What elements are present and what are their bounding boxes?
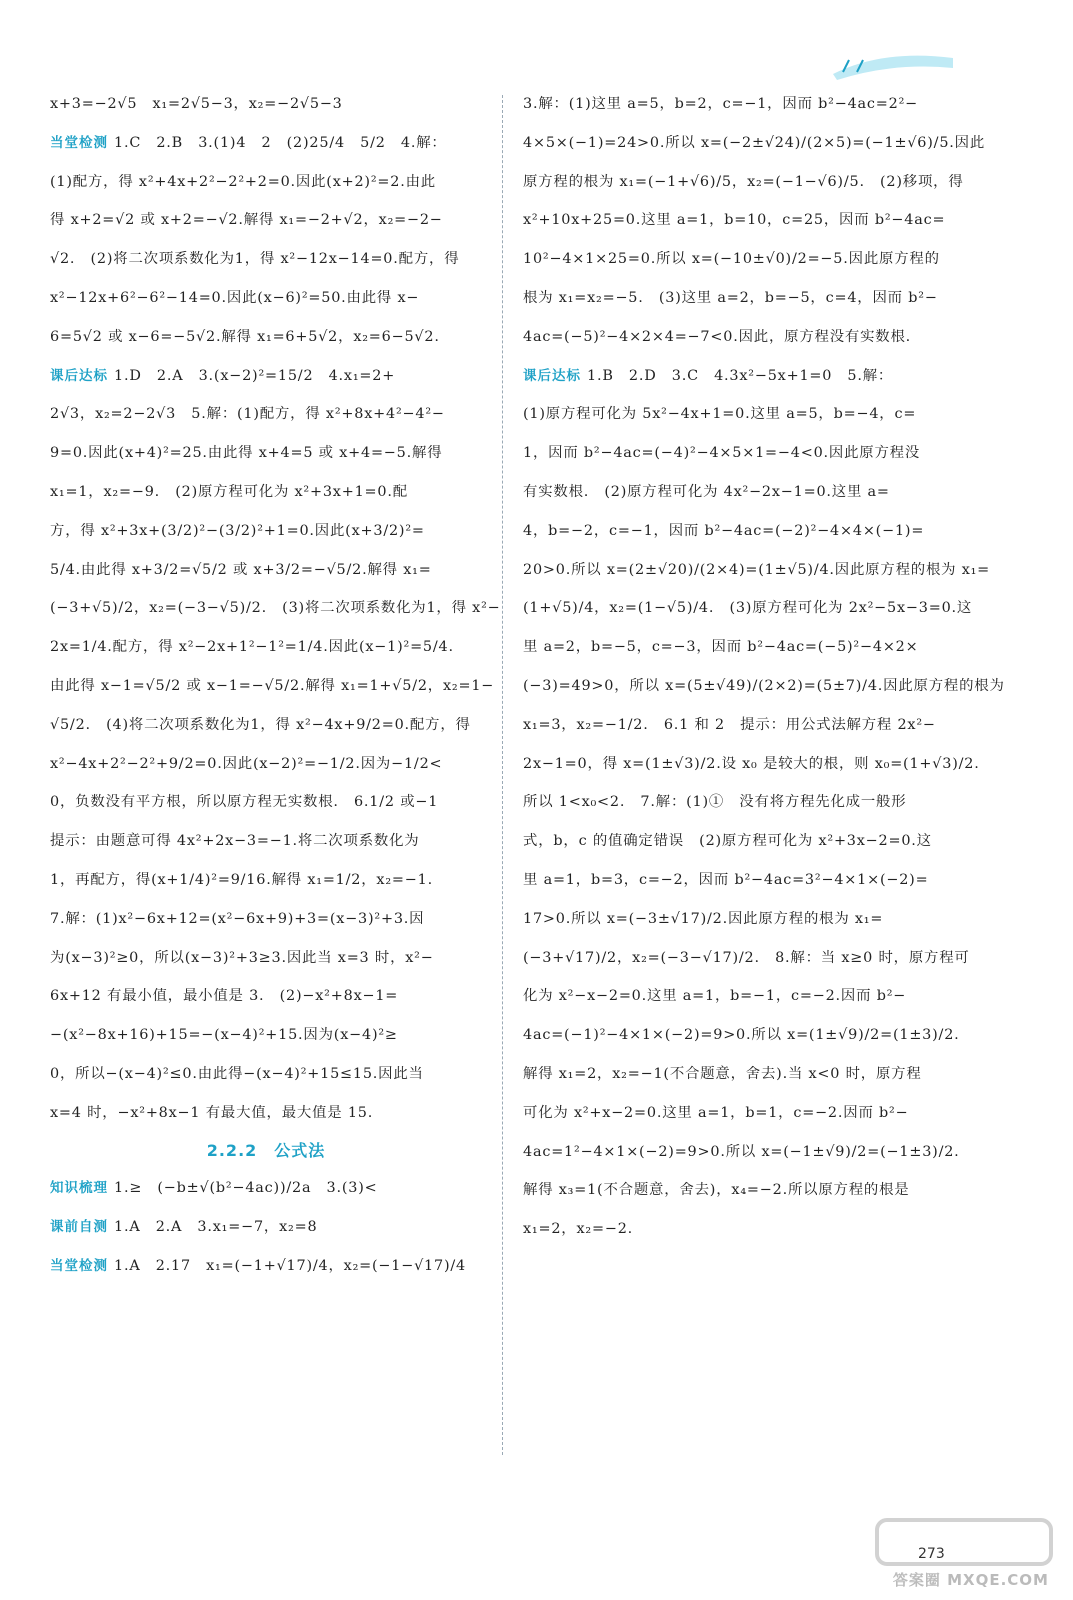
- text-line: 解得 x₁=2，x₂=−1(不合题意，舍去).当 x<0 时，原方程: [523, 1065, 922, 1082]
- text-line: 2√3，x₂=2−2√3 5.解：(1)配方，得 x²+8x+4²−4²−: [50, 406, 445, 423]
- left-lines: [50, 96, 501, 1122]
- text-line: 2x−1=0，得 x=(1±√3)/2.设 x₀ 是较大的根，则 x₀=(1+√3)/2.: [523, 755, 980, 772]
- text-line: −(x²−8x+16)+15=−(x−4)²+15.因为(x−4)²≥: [50, 1027, 398, 1044]
- text-line: 4ac=1²−4×1×(−2)=9>0.所以 x=(−1±√9)/2=(−1±3)/2.: [523, 1143, 960, 1160]
- watermark-text: 答案圈 MXQE.COM: [892, 1571, 1049, 1589]
- section-tag: 当堂检测: [50, 134, 108, 151]
- text-line: 0，负数没有平方根，所以原方程无实数根. 6.1/2 或−1: [50, 794, 439, 811]
- text-line: 4，b=−2，c=−1，因而 b²−4ac=(−2)²−4×4×(−1)=: [523, 522, 925, 539]
- text-line: 6=5√2 或 x−6=−5√2.解得 x₁=6+5√2，x₂=6−5√2.: [50, 328, 440, 345]
- text-line: 有实数根. (2)原方程可化为 4x²−2x−1=0.这里 a=: [523, 483, 890, 500]
- section-tag: 当堂检测: [50, 1257, 108, 1274]
- section-tag: 课后达标: [50, 367, 108, 384]
- text-line: [523, 368, 955, 385]
- text-line: x²−4x+2²−2²+9/2=0.因此(x−2)²=−1/2.因为−1/2<: [50, 755, 443, 772]
- right-lines: [523, 96, 1005, 1238]
- text-line: 17>0.所以 x=(−3±√17)/2.因此原方程的根为 x₁=: [523, 910, 884, 927]
- text-line: 可化为 x²+x−2=0.这里 a=1，b=1，c=−2.因而 b²−: [523, 1104, 909, 1121]
- text-line: (−3)=49>0，所以 x=(5±√49)/(2×2)=(5±7)/4.因此原方程的根为: [523, 677, 1005, 694]
- text-line: 5/4.由此得 x+3/2=√5/2 或 x+3/2=−√5/2.解得 x₁=: [50, 561, 432, 578]
- text-line: √5/2. (4)将二次项系数化为1，得 x²−4x+9/2=0.配方，得: [50, 716, 471, 733]
- text-line: x²+10x+25=0.这里 a=1，b=10，c=25，因而 b²−4ac=: [523, 212, 946, 229]
- text-line: [50, 368, 482, 385]
- text-line: 4ac=(−1)²−4×1×(−2)=9>0.所以 x=(1±√9)/2=(1±3)/2.: [523, 1027, 960, 1044]
- text-line: √2. (2)将二次项系数化为1，得 x²−12x−14=0.配方，得: [50, 251, 460, 268]
- text-line: 里 a=2，b=−5，c=−3，因而 b²−4ac=(−5)²−4×2×: [523, 639, 919, 656]
- section-title: 2.2.2 公式法: [206, 1140, 326, 1160]
- section-tag: 课前自测: [50, 1219, 108, 1236]
- answer-text: 1.A 2.A 3.x₁=−7，x₂=8: [114, 1219, 318, 1236]
- text-line: 化为 x²−x−2=0.这里 a=1，b=−1，c=−2.因而 b²−: [523, 988, 907, 1005]
- text-line: 为(x−3)²≥0，所以(x−3)²+3≥3.因此当 x=3 时，x²−: [50, 949, 434, 966]
- text-line: (−3+√17)/2，x₂=(−3−√17)/2. 8.解：当 x≥0 时，原方程可: [523, 949, 970, 966]
- text-line: x₁=2，x₂=−2.: [523, 1221, 634, 1238]
- answer-text: 1.B 2.D 3.C 4.3x²−5x+1=0 5.解：: [587, 367, 894, 384]
- text-line: 7.解：(1)x²−6x+12=(x²−6x+9)+3=(x−3)²+3.因: [50, 910, 425, 927]
- answer-text: 1.≥ (−b±√(b²−4ac))/2a 3.(3)<: [114, 1180, 378, 1197]
- text-line: 3.解：(1)这里 a=5，b=2，c=−1，因而 b²−4ac=2²−: [523, 96, 919, 112]
- text-line: 解得 x₃=1(不合题意，舍去)，x₄=−2.所以原方程的根是: [523, 1182, 910, 1199]
- text-line: 2x=1/4.配方，得 x²−2x+1²−1²=1/4.因此(x−1)²=5/4.: [50, 639, 454, 656]
- page-number: 273: [918, 1546, 945, 1562]
- text-line: 0，所以−(x−4)²≤0.由此得−(x−4)²+15≤15.因此当: [50, 1065, 424, 1082]
- text-line: 10²−4×1×25=0.所以 x=(−10±√0)/2=−5.因此原方程的: [523, 251, 940, 268]
- section-tag: 课后达标: [523, 367, 581, 384]
- text-line: 6x+12 有最小值，最小值是 3. (2)−x²+8x−1=: [50, 988, 399, 1005]
- text-line: 4ac=(−5)²−4×2×4=−7<0.因此，原方程没有实数根.: [523, 328, 912, 345]
- text-line: x²−12x+6²−6²−14=0.因此(x−6)²=50.由此得 x−: [50, 289, 420, 306]
- text-line: 所以 1<x₀<2. 7.解：(1)① 没有将方程先化成一般形: [523, 794, 907, 811]
- text-line: 9=0.因此(x+4)²=25.由此得 x+4=5 或 x+4=−5.解得: [50, 445, 443, 462]
- text-line: (1+√5)/4，x₂=(1−√5)/4. (3)原方程可化为 2x²−5x−3=0.这: [523, 600, 973, 617]
- corner-decoration: [823, 44, 963, 84]
- text-line: x=4 时，−x²+8x−1 有最大值，最大值是 15.: [50, 1104, 374, 1121]
- text-line: 提示：由题意可得 4x²+2x−3=−1.将二次项系数化为: [50, 833, 420, 850]
- text-line: x₁=1，x₂=−9. (2)原方程可化为 x²+3x+1=0.配: [50, 483, 408, 500]
- text-line: 20>0.所以 x=(2±√20)/(2×4)=(1±√5)/4.因此原方程的根为 x₁=: [523, 561, 991, 578]
- text-line: 里 a=1，b=3，c=−2，因而 b²−4ac=3²−4×1×(−2)=: [523, 871, 929, 888]
- answer-text: 1.A 2.17 x₁=(−1+√17)/4，x₂=(−1−√17)/4: [114, 1257, 466, 1274]
- text-line: (−3+√5)/2，x₂=(−3−√5)/2. (3)将二次项系数化为1，得 x²−: [50, 600, 501, 617]
- text-line: 由此得 x−1=√5/2 或 x−1=−√5/2.解得 x₁=1+√5/2，x₂=1−: [50, 677, 495, 694]
- text-line: 式，b，c 的值确定错误 (2)原方程可化为 x²+3x−2=0.这: [523, 833, 932, 850]
- text-line: x₁=3，x₂=−1/2. 6.1 和 2 提示：用公式法解方程 2x²−: [523, 716, 936, 733]
- text-line: 得 x+2=√2 或 x+2=−√2.解得 x₁=−2+√2，x₂=−2−: [50, 212, 443, 229]
- text-line: 原方程的根为 x₁=(−1+√6)/5，x₂=(−1−√6)/5. (2)移项，得: [523, 173, 964, 190]
- text-line: [50, 135, 482, 152]
- text-line: 1，再配方，得(x+1/4)²=9/16.解得 x₁=1/2，x₂=−1.: [50, 871, 433, 888]
- section-tag: 知识梳理: [50, 1180, 108, 1197]
- text-line: [50, 1219, 482, 1236]
- text-line: [50, 1180, 482, 1197]
- text-line: 方，得 x²+3x+(3/2)²−(3/2)²+1=0.因此(x+3/2)²=: [50, 522, 425, 539]
- text-line: x+3=−2√5 x₁=2√5−3，x₂=−2√5−3: [50, 96, 343, 112]
- left-after-lines: [50, 1180, 482, 1275]
- text-line: (1)配方，得 x²+4x+2²−2²+2=0.因此(x+2)²=2.由此: [50, 173, 436, 190]
- text-line: (1)原方程可化为 5x²−4x+1=0.这里 a=5，b=−4，c=: [523, 406, 917, 423]
- text-line: 4×5×(−1)=24>0.所以 x=(−2±√24)/(2×5)=(−1±√6)/5.因此: [523, 134, 986, 151]
- right-column: [523, 96, 1005, 1260]
- text-line: [50, 1258, 482, 1275]
- left-column: [50, 96, 501, 1297]
- answer-text: 1.C 2.B 3.(1)4 2 (2)25/4 5/2 4.解：: [114, 134, 447, 151]
- column-divider: [502, 95, 503, 1455]
- answer-text: 1.D 2.A 3.(x−2)²=15/2 4.x₁=2+: [114, 367, 396, 384]
- text-line: 1，因而 b²−4ac=(−4)²−4×5×1=−4<0.因此原方程没: [523, 445, 921, 462]
- text-line: 根为 x₁=x₂=−5. (3)这里 a=2，b=−5，c=4，因而 b²−: [523, 289, 938, 306]
